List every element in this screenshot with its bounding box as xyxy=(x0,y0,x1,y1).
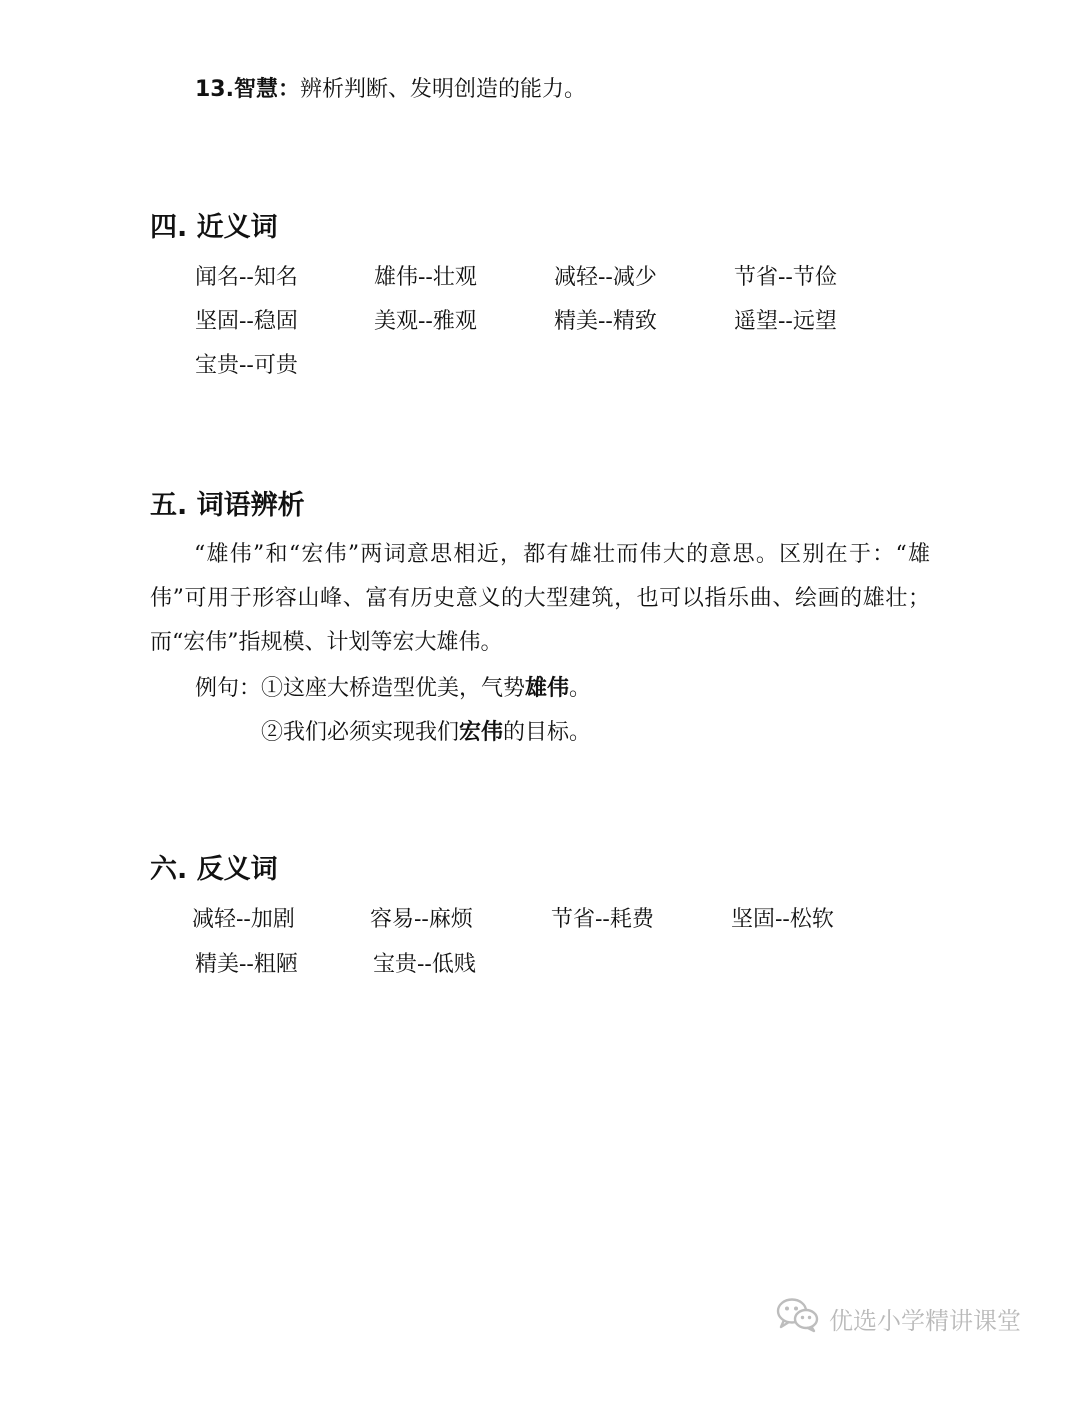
item-term: 智慧 xyxy=(233,76,278,102)
example-text: ②我们必须实现我们 xyxy=(261,720,460,745)
item-number: 13. xyxy=(195,77,234,102)
example-label: 例句： xyxy=(195,676,262,701)
watermark xyxy=(775,1296,1021,1340)
definition-item-13 xyxy=(195,74,586,105)
synonym-pair: 坚固--稳固 xyxy=(195,309,298,334)
antonym-pair: 减轻--加剧 xyxy=(192,907,295,932)
synonym-pair: 美观--雅观 xyxy=(374,309,477,334)
antonym-pair: 精美--粗陋 xyxy=(195,952,298,977)
synonym-pair: 减轻--减少 xyxy=(554,265,657,290)
item-definition: 辨析判断、发明创造的能力。 xyxy=(300,77,587,102)
example-text: ①这座大桥造型优美，气势 xyxy=(261,676,526,701)
synonym-pair: 遥望--远望 xyxy=(734,309,837,334)
synonym-pair: 闻名--知名 xyxy=(195,265,298,290)
antonym-pair: 容易--麻烦 xyxy=(370,907,473,932)
example-keyword: 宏伟 xyxy=(459,719,504,745)
example-sentence-2 xyxy=(261,717,591,748)
example-sentence-1 xyxy=(195,673,591,704)
wechat-icon xyxy=(775,1296,821,1340)
watermark-text: 优选小学精讲课堂 xyxy=(829,1306,1021,1335)
example-text: 。 xyxy=(569,676,592,701)
synonym-pair: 精美--精致 xyxy=(554,309,657,334)
antonym-pair: 坚固--松软 xyxy=(731,907,834,932)
example-keyword: 雄伟 xyxy=(525,675,570,701)
synonym-pair: 宝贵--可贵 xyxy=(195,353,298,378)
section-heading-antonyms: 六. 反义词 xyxy=(150,854,278,885)
section-heading-synonyms: 四. 近义词 xyxy=(150,212,278,243)
analysis-paragraph: “雄伟”和“宏伟”两词意思相近，都有雄壮而伟大的意思。区别在于：“雄伟”可用于形容山峰、富有历史意义的大型建筑，也可以指乐曲、绘画的雄壮；而“宏伟”指规模、计划等宏大雄伟。 xyxy=(150,542,930,655)
synonym-pair: 雄伟--壮观 xyxy=(374,265,477,290)
synonym-pair: 节省--节俭 xyxy=(734,265,837,290)
antonym-pair: 节省--耗费 xyxy=(551,907,654,932)
antonym-pair: 宝贵--低贱 xyxy=(373,952,476,977)
item-colon: ： xyxy=(278,76,301,102)
section-heading-word-analysis: 五. 词语辨析 xyxy=(150,490,305,521)
example-text: 的目标。 xyxy=(503,720,592,745)
